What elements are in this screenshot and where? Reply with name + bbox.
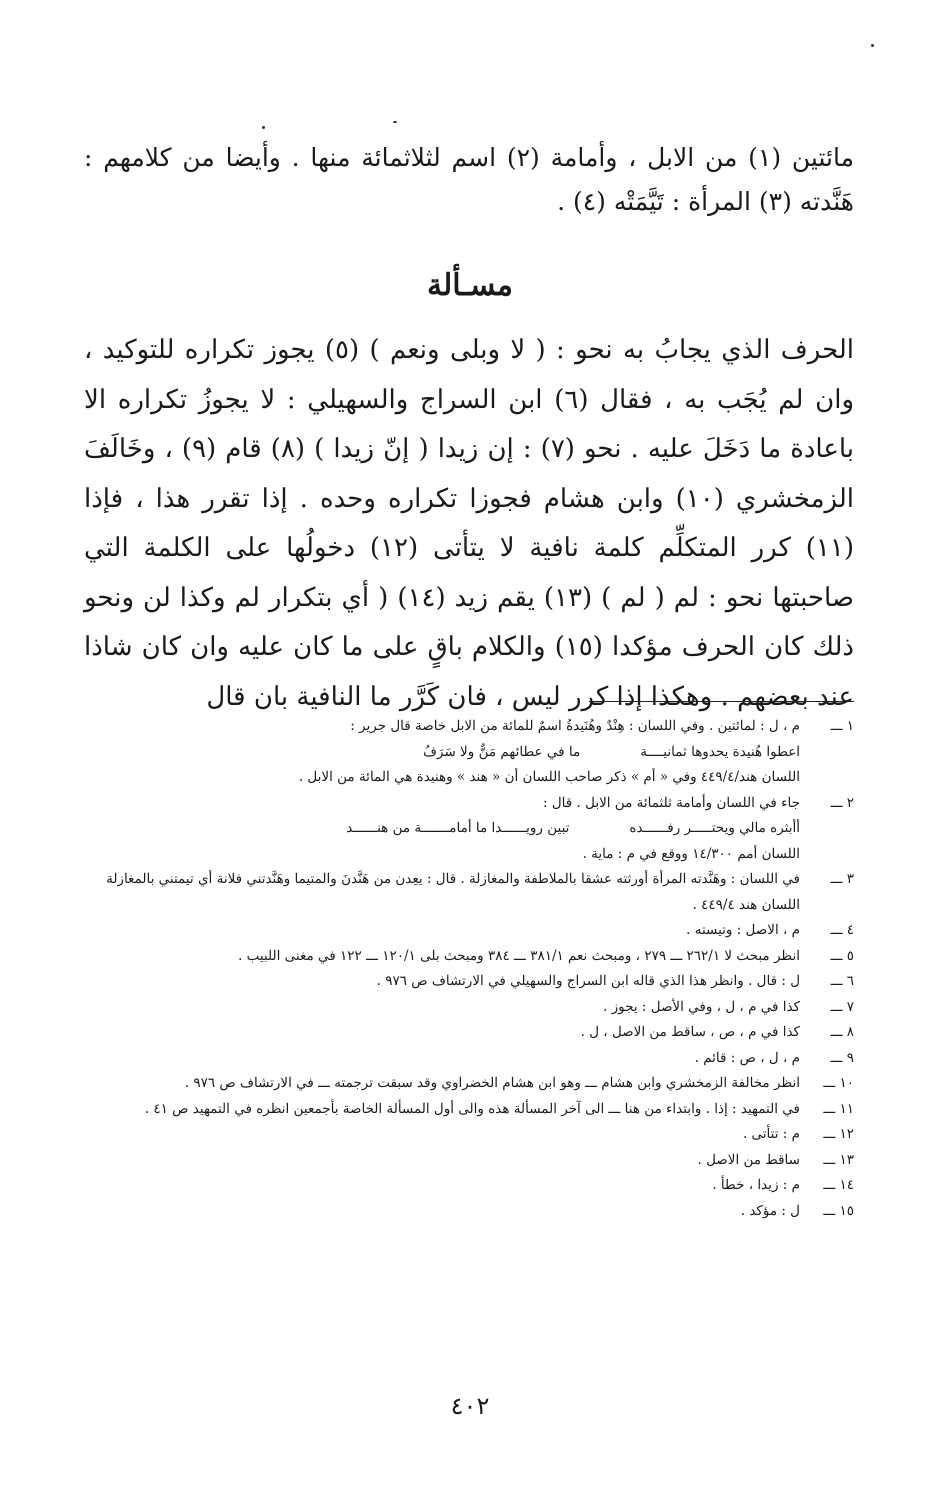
footnote-line [84, 1097, 854, 1123]
footnote-verse [84, 740, 854, 766]
footnote-item [84, 995, 854, 1021]
footnote-line [84, 1148, 854, 1174]
footnote-verse [84, 816, 854, 842]
footnote-text: جاء في اللسان وأمامة ثلثمائة من الابل . قال : [543, 794, 800, 811]
verse-hemistich: أأبثره مالي ويحتـــــر رفــــــده [629, 820, 800, 836]
footnote-item [84, 714, 854, 791]
footnote-item [84, 1020, 854, 1046]
footnote-text: ل : قال . وانظر هذا الذي قاله ابن السراج والسهيلي في الارتشاف ص ٩٧٦ . [376, 973, 800, 989]
footnote-item [84, 867, 854, 918]
scan-speck [262, 126, 265, 129]
footnote-line [84, 1173, 854, 1199]
verse-hemistich: اعطوا هُنيدة يحدوها ثمانيــــة [640, 743, 800, 760]
footnote-text: م : تتأتى . [742, 1126, 800, 1142]
footnote-item [84, 1097, 854, 1123]
footnote-number: ٩ ـــ [830, 1049, 854, 1066]
footnote-number: ٧ ـــ [830, 998, 854, 1015]
footnote-number: ٢ ـــ [830, 794, 854, 811]
page-number: ٤٠٢ [450, 1392, 490, 1420]
footnote-source: اللسان هند ٤٤٩/٤ . [692, 896, 800, 913]
scan-speck [393, 121, 397, 123]
footnote-item [84, 1046, 854, 1072]
footnote-line [84, 714, 854, 740]
main-paragraph: الحرف الذي يجابُ به نحو : ( لا وبلى ونعم ) (٥) يجوز تكراره للتوكيد ، وان لم يُجَب به ، فقال (٦) ابن السراج والسهيلي : لا يجوزُ تكراره الا باعادة ما دَخَلَ عليه . نحو (٧) : إن زيدا ( إنّ زيدا ) (٨) قام (٩) ، وخَالَفَ الزمخشري (١٠) وابن هشام فجوزا تكراره وحده . إذا تقرر هذا ، فإذا (١١) كرر المتكلِّم كلمة نافية لا يتأتى (١٢) دخولُها على الكلمة التي صاحبتها نحو : لم ( لم ) (١٣) يقم زيد (١٤) ( أي بتكرار لم وكذا لن ونحو ذلك كان الحرف مؤكدا (١٥) والكلام باقٍ على ما كان عليه وان كان شاذا عند بعضهم . وهكذا إذا كرر ليس ، فان كَرَّر ما النافية بان قال [84, 335, 855, 712]
footnote-text: م ، ل : لمائتين . وفي اللسان : هِنْدٌ وهُنَيدةُ اسمٌ للمائة من الابل خاصة قال جرير : [350, 718, 800, 734]
footnotes [84, 714, 854, 1224]
footnote-text: م ، ل ، ص : قائم . [694, 1049, 800, 1066]
footnote-text: انظر مخالفة الزمخشري وابن هشام ـــ وهو ابن هشام الخضراوي وقد سبقت ترجمته ـــ في الارتشاف ص ٩٧٦ . [184, 1075, 800, 1091]
section-heading: مسـألة [427, 268, 513, 303]
footnote-text: م ، الاصل : وتيسته . [686, 922, 800, 938]
footnote-item [84, 969, 854, 995]
intro-paragraph: مائتين (١) من الابل ، وأمامة (٢) اسم لثلاثمائة منها . وأيضا من كلامهم : هَنَّدته (٣) المرأة : تَيَّمَتْه (٤) . [84, 143, 854, 216]
footnote-line [84, 1046, 854, 1072]
footnote-line [84, 1199, 854, 1225]
footnote-source: اللسان هند/٤٤٩/٤ وفي « أم » ذكر صاحب اللسان أن « هند » وهنيدة هي المائة من الابل . [298, 769, 800, 785]
footnote-number: ١٤ ـــ [823, 1177, 854, 1193]
footnote-item [84, 1122, 854, 1148]
footnote-text: انظر مبحث لا ٢٦٢/١ ـــ ٢٧٩ ، ومبحث نعم ٣٨١/١ ـــ ٣٨٤ ومبحث بلى ١٢٠/١ ـــ ١٢٢ في مغنى اللبيب . [238, 947, 800, 964]
footnote-item [84, 944, 854, 970]
footnote-line [84, 1071, 854, 1097]
scan-speck [871, 44, 874, 47]
footnote-item [84, 1199, 854, 1225]
footnote-number: ١٢ ـــ [823, 1126, 854, 1142]
footnote-text: في التمهيد : إذا . وابتداء من هنا ـــ الى آخر المسألة هذه والى أول المسألة الخاصة بأجمعين انظره في التمهيد ص ٤١ . [144, 1100, 800, 1117]
footnote-number: ٨ ـــ [830, 1024, 854, 1040]
footnote-line [84, 791, 854, 817]
footnote-text: م : زيدا ، خطأ . [712, 1177, 800, 1193]
footnote-number: ١٥ ـــ [823, 1202, 854, 1219]
footnote-line [84, 1020, 854, 1046]
footnote-line [84, 867, 854, 893]
footnote-line [84, 918, 854, 944]
footnote-line [84, 944, 854, 970]
footnote-line [84, 995, 854, 1021]
footnote-item [84, 1071, 854, 1097]
footnote-line [84, 1122, 854, 1148]
footnote-item [84, 791, 854, 868]
footnote-number: ٥ ـــ [830, 947, 854, 964]
footnote-text: في اللسان : وهَنَّدته المرأة أورثته عشقا بالملاطفة والمغازلة . قال : يعِدن من هَنَّدنَ والمتيما وهَنَّدتني فلانة أي تيمتني بالمغازلة [106, 871, 800, 887]
footnote-item [84, 1173, 854, 1199]
verse-hemistich: ما في عطائهم مَنٌّ ولا سَرَفُ [423, 743, 581, 760]
footnote-line [84, 969, 854, 995]
footnote-number: ٦ ـــ [830, 973, 854, 989]
footnote-number: ١١ ـــ [823, 1100, 854, 1117]
footnote-text: ل : مؤكد . [740, 1202, 800, 1219]
footnote-text: كذا في م ، ل ، وفي الأصل : يجوز . [603, 998, 800, 1015]
footnote-item [84, 1148, 854, 1174]
footnote-number: ٤ ـــ [830, 922, 854, 938]
verse-hemistich: تبين رويــــــدا ما أمامـــــــة من هنــــــد [346, 820, 570, 836]
footnote-number: ٣ ـــ [830, 871, 854, 887]
footnote-text: كذا في م ، ص ، ساقط من الاصل ، ل . [580, 1024, 800, 1040]
footnote-number: ١ ـــ [830, 718, 854, 734]
footnote-text: ساقط من الاصل . [697, 1151, 800, 1168]
footnote-source: اللسان أمم ١٤/٣٠٠ ووقع في م : ماية . [582, 845, 800, 862]
footnote-item [84, 918, 854, 944]
footnote-separator [589, 701, 854, 702]
footnote-number: ١٠ ـــ [823, 1075, 854, 1091]
footnote-number: ١٣ ـــ [823, 1151, 854, 1168]
